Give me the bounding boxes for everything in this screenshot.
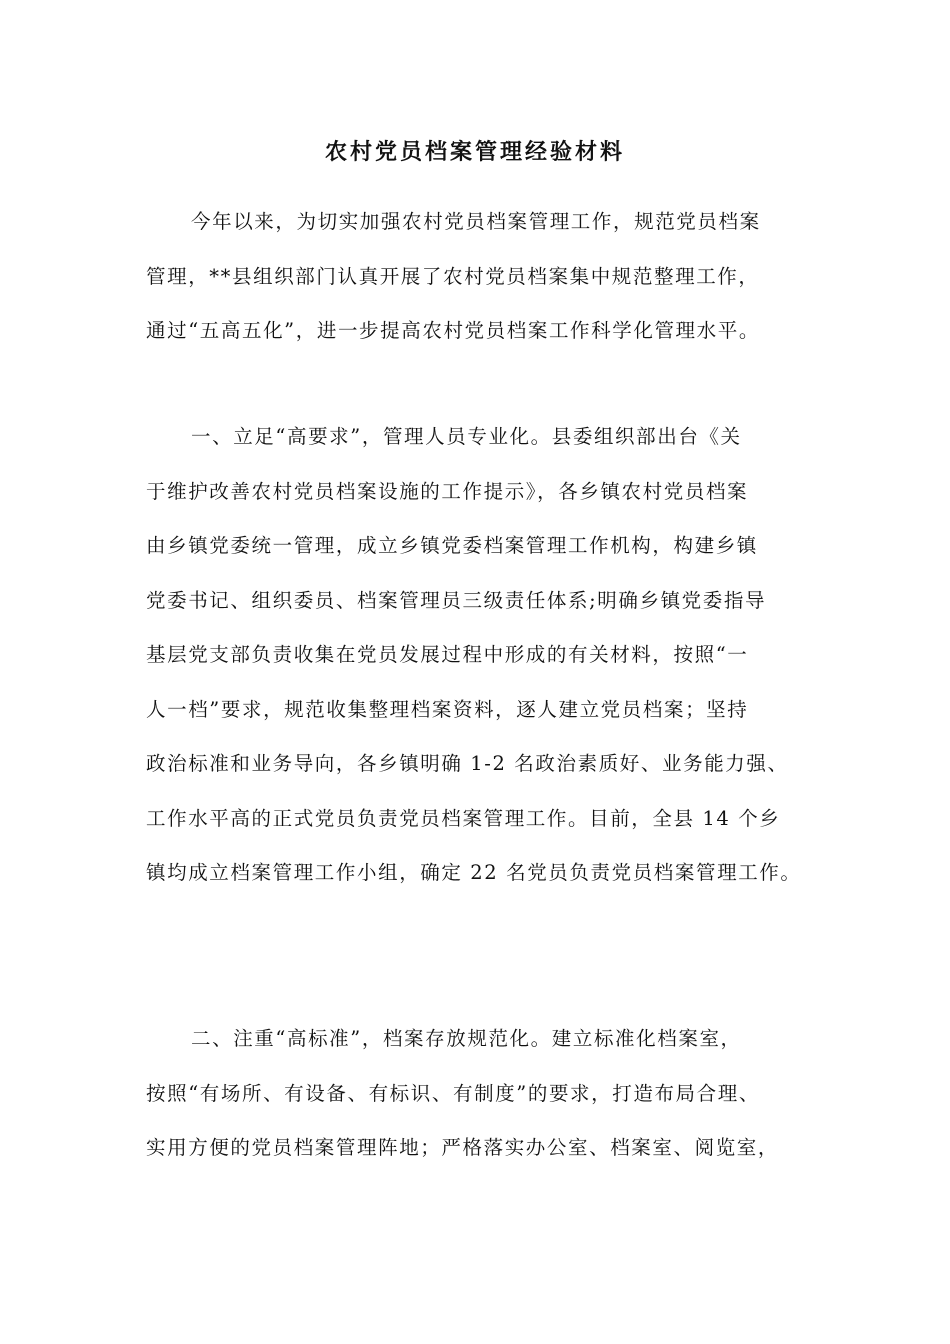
paragraph-line: 管理，**县组织部门认真开展了农村党员档案集中规范整理工作， [146, 264, 760, 288]
paragraph-line: 于维护改善农村党员档案设施的工作提示》，各乡镇农村党员档案 [146, 479, 749, 503]
paragraph-line: 通过“五高五化”，进一步提高农村党员档案工作科学化管理水平。 [146, 319, 760, 342]
paragraph-line: 实用方便的党员档案管理阵地；严格落实办公室、档案室、阅览室， [146, 1136, 780, 1159]
paragraph-section-two [146, 1012, 826, 1176]
paragraph-intro [146, 195, 826, 359]
paragraph-line: 由乡镇党委统一管理，成立乡镇党委档案管理工作机构，构建乡镇 [146, 534, 758, 557]
paragraph-line: 政治标准和业务导向，各乡镇明确 1-2 名政治素质好、业务能力强、 [146, 752, 789, 775]
paragraph-section-one [146, 410, 826, 901]
paragraph-line: 二、注重“高标准”，档案存放规范化。建立标准化档案室， [191, 1027, 742, 1050]
paragraph-line: 今年以来，为切实加强农村党员档案管理工作，规范党员档案 [191, 210, 761, 233]
paragraph-line: 按照“有场所、有设备、有标识、有制度”的要求，打造布局合理、 [146, 1081, 760, 1105]
paragraph-line: 人一档”要求，规范收集整理档案资料，逐人建立党员档案；坚持 [146, 697, 749, 721]
paragraph-line: 党委书记、组织委员、档案管理员三级责任体系;明确乡镇党委指导 [146, 588, 767, 612]
paragraph-line: 基层党支部负责收集在党员发展过程中形成的有关材料，按照“一 [146, 643, 749, 666]
document-title: 农村党员档案管理经验材料 [324, 139, 625, 165]
paragraph-line: 一、立足“高要求”，管理人员专业化。县委组织部出台《关 [191, 425, 742, 448]
paragraph-line: 镇均成立档案管理工作小组，确定 22 名党员负责党员档案管理工作。 [146, 861, 802, 884]
paragraph-line: 工作水平高的正式党员负责党员档案管理工作。目前，全县 14 个乡 [146, 806, 781, 830]
